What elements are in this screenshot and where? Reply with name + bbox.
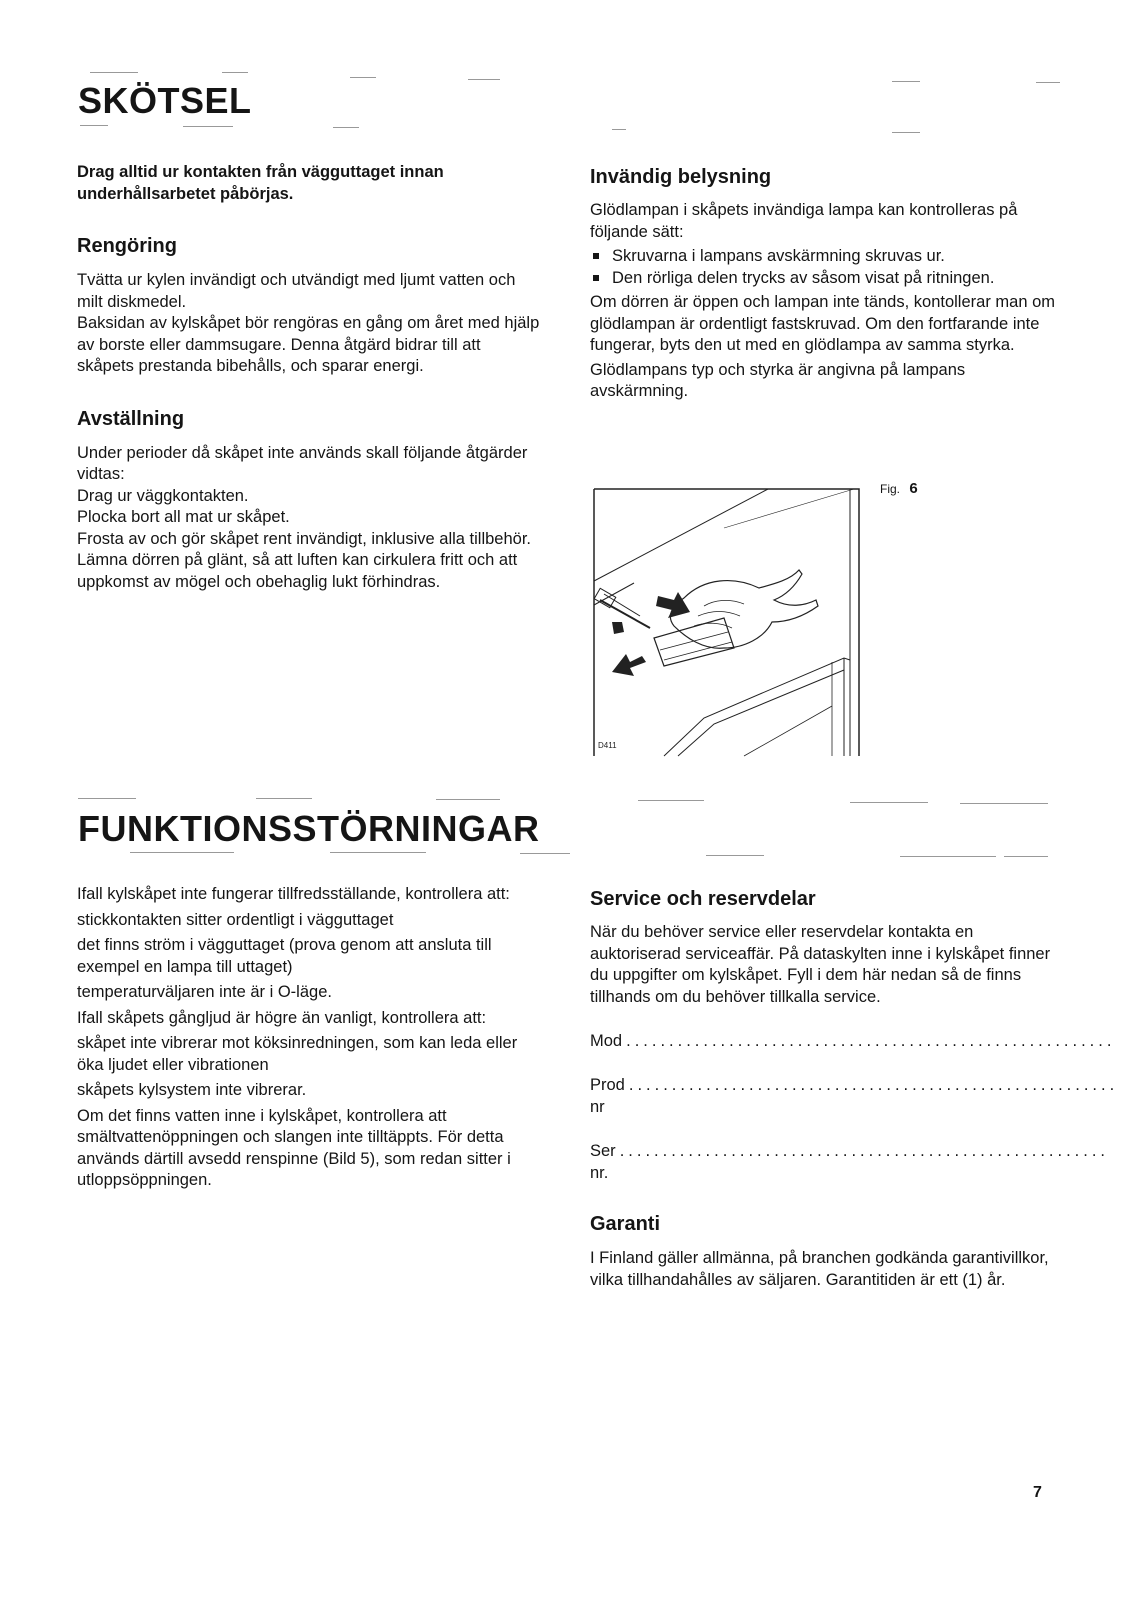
field-model-label: Mod [590, 1032, 623, 1050]
scan-rule [78, 798, 136, 799]
scan-rule [222, 72, 248, 73]
funktion-line: skåpets kylsystem inte vibrerar. [77, 1081, 307, 1099]
scan-rule [1004, 856, 1048, 857]
field-prod-nr-dots: ......................................................... [628, 1076, 1119, 1094]
scan-rule [333, 127, 359, 128]
funktion-line: stickkontakten sitter ordentligt i vägguttaget [77, 910, 394, 929]
scan-rule [892, 132, 920, 133]
scan-rule [436, 799, 500, 800]
rengoring-p2: Baksidan av kylskåpet bör rengöras en gång om året med hjälp av borste eller dammsugare. Denna åtgärd bidrar till att skåpets prestanda bibehålls, och sparar energi. [77, 314, 540, 375]
funktion-left-column [77, 884, 540, 1192]
funktion-line: skåpet inte vibrerar mot köksinredningen, som kan leda eller öka ljudet eller vibrationen [77, 1034, 518, 1074]
funktion-line: det finns ström i vägguttaget (prova genom att ansluta till exempel en lampa till uttaget) [77, 936, 492, 976]
figure-number: 6 [909, 480, 918, 497]
field-model[interactable] [590, 1030, 1116, 1052]
service-column [590, 888, 1119, 1291]
scan-rule [330, 852, 426, 853]
scan-rule [900, 856, 996, 857]
field-ser-nr[interactable] [590, 1140, 1109, 1184]
belysning-step: Skruvarna i lampans avskärmning skruvas ur. [590, 246, 1056, 268]
section-title-funktion: FUNKTIONSSTÖRNINGAR [78, 808, 540, 849]
lamp-illustration [594, 488, 866, 756]
field-prod-nr-label: Prod nr [590, 1076, 625, 1116]
heading-service: Service och reservdelar [590, 888, 816, 910]
skotsel-left-column [77, 162, 540, 593]
figure-code: D411 [598, 741, 617, 750]
funktion-line: Ifall skåpets gångljud är högre än vanligt, kontrollera att: [77, 1008, 487, 1027]
avstallning-line: Lämna dörren på glänt, så att luften kan cirkulera fritt och att uppkomst av mögel och obehaglig lukt förhindras. [77, 551, 518, 591]
field-prod-nr[interactable] [590, 1074, 1119, 1118]
funktion-line: temperaturväljaren inte är i O-läge. [77, 983, 332, 1001]
belysning-column [590, 167, 1056, 403]
heading-avstallning: Avställning [77, 407, 185, 430]
scan-rule [90, 72, 138, 73]
belysning-step: Den rörliga delen trycks av såsom visat på ritningen. [590, 268, 1056, 290]
service-text: När du behöver service eller reservdelar kontakta en auktoriserad serviceaffär. På dataskylten inne i kylskåpet finner du uppgifter om kylskåpet. Fyll i dem här nedan så de finns tillhands om du behöver tillkalla service. [590, 923, 1051, 1006]
scan-rule [130, 852, 234, 853]
avstallning-line: Drag ur väggkontakten. [77, 486, 249, 505]
field-ser-nr-label: Ser nr. [590, 1142, 616, 1182]
scan-rule [850, 802, 928, 803]
field-model-dots: ......................................................... [626, 1032, 1116, 1050]
heading-belysning: Invändig belysning [590, 166, 772, 188]
scan-rule [1036, 82, 1060, 83]
field-ser-nr-dots: ......................................................... [619, 1142, 1109, 1160]
scan-rule [468, 79, 500, 80]
figure-lamp-replacement [594, 488, 866, 756]
belysning-steps [590, 246, 1056, 289]
avstallning-line: Plocka bort all mat ur skåpet. [77, 508, 290, 526]
scan-rule [350, 77, 376, 78]
belysning-p1: Om dörren är öppen och lampan inte tänds, kontollerar man om glödlampan är ordentligt fastskruvad. Om den fortfarande inte fungerar, byts den ut med en glödlampa av samma styrka. [590, 293, 1055, 354]
belysning-intro: Glödlampan i skåpets invändiga lampa kan kontrolleras på följande sätt: [590, 201, 1018, 241]
garanti-text: I Finland gäller allmänna, på branchen godkända garantivillkor, vilka tillhandahålles av säljaren. Garantitiden är ett (1) år. [590, 1249, 1049, 1289]
avstallning-line: Frosta av och gör skåpet rent invändigt, inklusive alla tillbehör. [77, 529, 531, 548]
scan-rule [256, 798, 312, 799]
figure-label [880, 481, 918, 497]
heading-rengoring: Rengöring [77, 235, 177, 257]
page-number: 7 [1033, 1484, 1042, 1501]
scan-rule [638, 800, 704, 801]
scan-rule [183, 126, 233, 127]
scan-rule [960, 803, 1048, 804]
funktion-line: Om det finns vatten inne i kylskåpet, kontrollera att smältvattenöppningen och slangen inte tilltäppts. För detta används därtill avsedd renspinne (Bild 5), som redan sitter i utloppsöppningen. [77, 1106, 511, 1189]
scan-rule [892, 81, 920, 82]
scan-rule [520, 853, 570, 854]
scan-rule [706, 855, 764, 856]
funktion-line: Ifall kylskåpet inte fungerar tillfredsställande, kontrollera att: [77, 885, 510, 903]
heading-garanti: Garanti [590, 1213, 661, 1235]
belysning-p2: Glödlampans typ och styrka är angivna på lampans avskärmning. [590, 360, 966, 400]
avstallning-line: Under perioder då skåpet inte används skall följande åtgärder vidtas: [77, 443, 528, 483]
rengoring-p1: Tvätta ur kylen invändigt och utvändigt med ljumt vatten och milt diskmedel. [77, 271, 516, 311]
scan-rule [612, 129, 626, 130]
figure-prefix: Fig. [880, 482, 901, 496]
warning-text: Drag alltid ur kontakten från vägguttaget innan underhållsarbetet påbörjas. [77, 163, 444, 203]
scan-rule [80, 125, 108, 126]
section-title-skotsel: SKÖTSEL [78, 80, 252, 121]
